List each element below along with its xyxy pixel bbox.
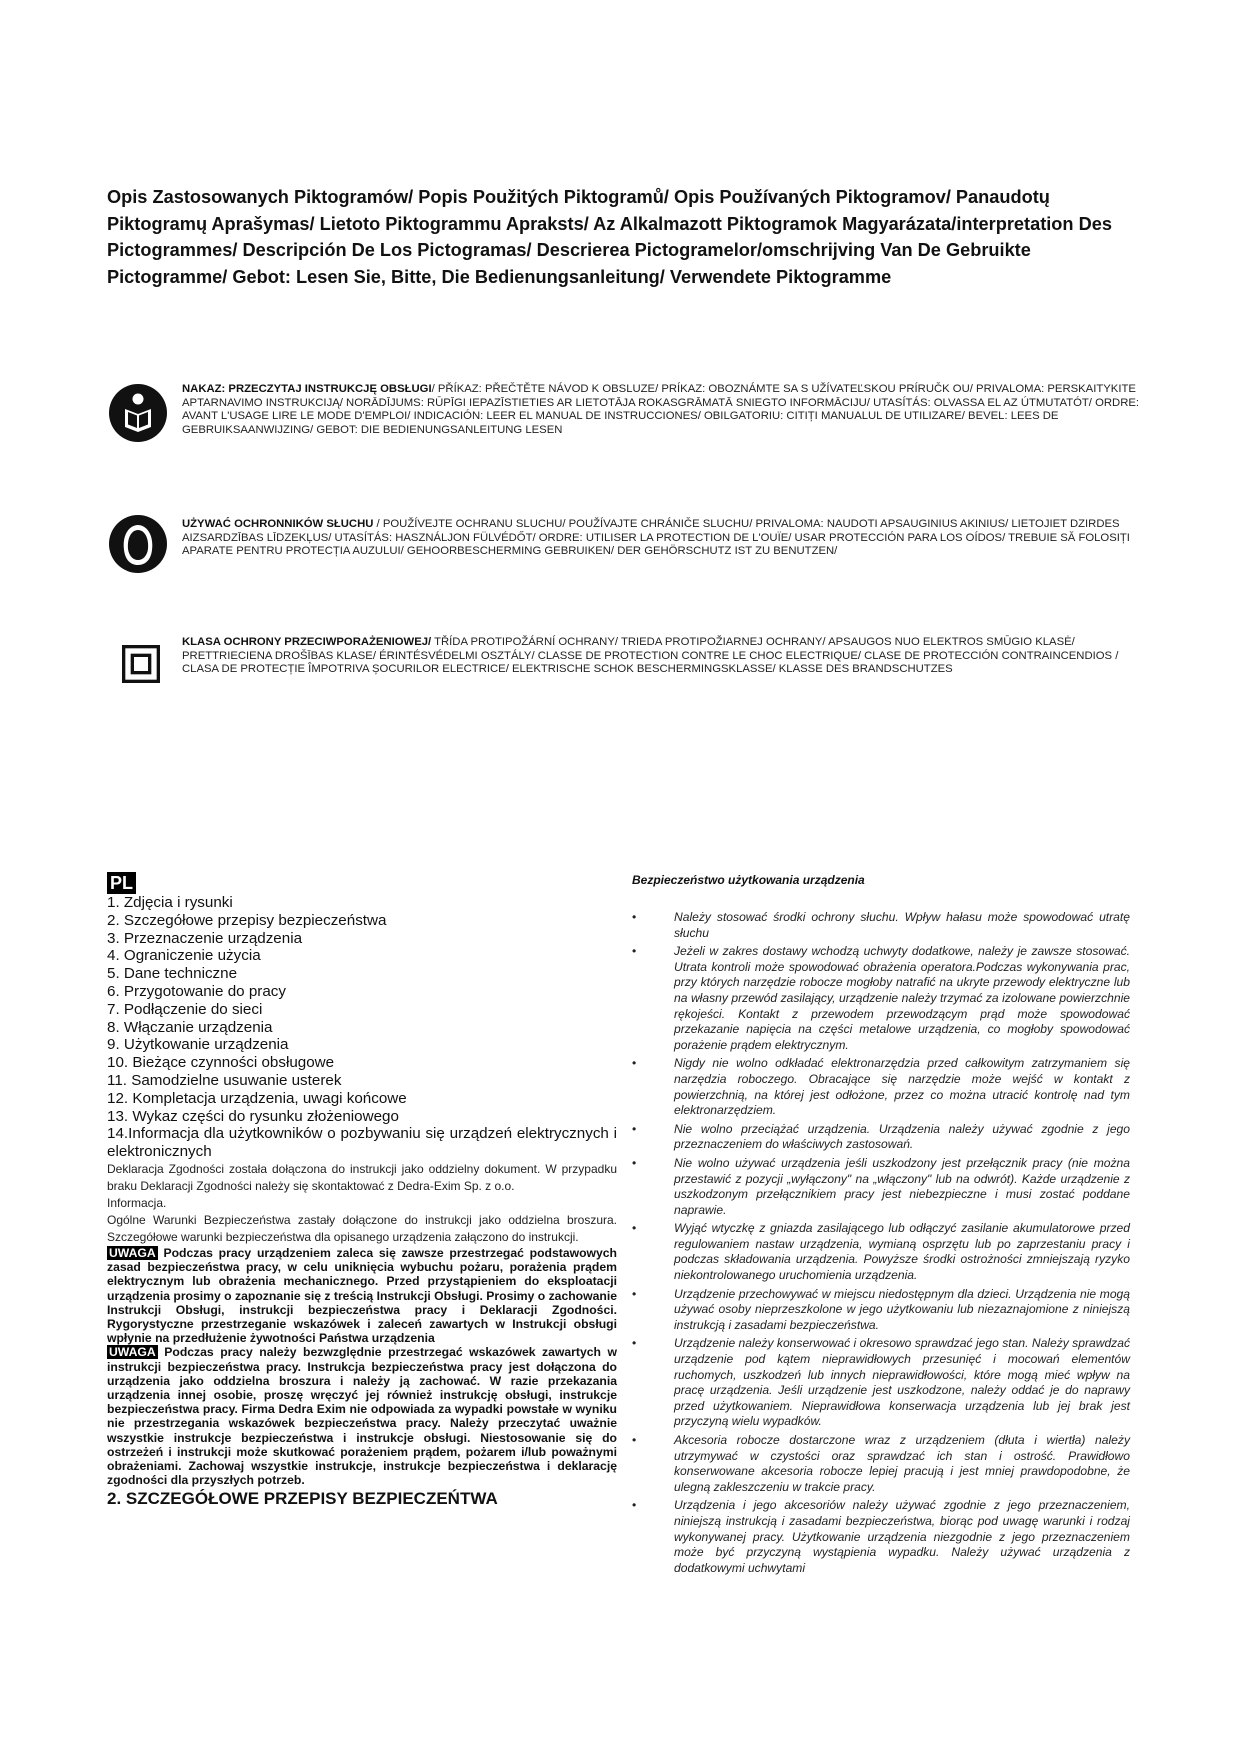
toc-item: 14.Informacja dla użytkowników o pozbywaniu się urządzeń elektrycznych i elektronicznych: [107, 1125, 617, 1161]
list-item: [632, 1336, 1130, 1430]
list-item-text: Urządzenie przechowywać w miejscu niedostępnym dla dzieci. Urządzenia nie mogą używać osoby nieprzeszkolone w jego użytkowaniu lub niezaznajomione z niniejszą instrukcją i zasadami bezpieczeństwa.: [674, 1286, 1130, 1332]
pictogram-row-hearing: [108, 514, 1148, 574]
table-of-contents: [107, 894, 617, 1161]
list-item: [632, 944, 1130, 1053]
list-item-text: Wyjąć wtyczkę z gniazda zasilającego lub odłączyć zasilanie akumulatorowe przed regulowaniem nastaw urządzenia, wymianą osprzętu lub po zaprzestaniu pracy i podczas składowania urządzenia. Powyższe środki ostrożności zmniejszają ryzyko niekontrolowanego uruchomienia urządzenia.: [674, 1221, 1130, 1283]
left-column: [107, 872, 617, 1509]
bullet-icon: •: [632, 1155, 637, 1170]
bullet-icon: •: [632, 1433, 637, 1447]
warning-text: Podczas pracy urządzeniem zaleca się zawsze przestrzegać podstawowych zasad bezpieczeństwa pracy, w celu uniknięcia wybuchu pożaru, porażenia prądem elektrycznym lub obrażenia mechanicznego. Przed przystąpieniem do eksploatacji urządzenia prosimy o zapoznanie się z treścią Instrukcji Obsługi. Prosimy o zachowanie Instrukcji Obsługi, instrukcji bezpieczeństwa pracy i Deklaracji Zgodności. Rygorystyczne przestrzeganie wskazówek i zaleceń zawartych w Instrukcji obsługi wpłynie na przedłużenie żywotności Państwa urządzenia: [107, 1245, 617, 1346]
bullet-icon: •: [632, 1056, 637, 1071]
list-item-text: Należy stosować środki ochrony słuchu. Wpływ hałasu może spowodować utratę słuchu: [674, 910, 1130, 940]
list-item: [632, 1433, 1130, 1495]
bullet-icon: •: [632, 1221, 637, 1236]
bullet-icon: •: [632, 1286, 637, 1301]
general-safety-note: Ogólne Warunki Bezpieczeństwa zastały dołączone do instrukcji jako oddzielna broszura. Szczegółowe warunki bezpieczeństwa dla opisanego urządzenia załączono do instrukcji.: [107, 1212, 617, 1244]
toc-item: 5. Dane techniczne: [107, 965, 238, 983]
list-item: [632, 1056, 1130, 1118]
list-item-text: Urządzenie należy konserwować i okresowo sprawdzać jego stan. Należy sprawdzać urządzenie pod kątem nieprawidłowych przesunięć i mocowań elementów ruchomych, uszkodzeń lub innych nieprawidłowości, które mogą mieć wpływ na pracę urządzenia. Jeśli urządzenie jest uszkodzone, należy oddać je do naprawy przed użytkowaniem. Nieprawidłowa konserwacja urządzenia lub jej brak jest przyczyną wielu wypadków.: [674, 1336, 1130, 1429]
list-item-text: Akcesoria robocze dostarczone wraz z urządzeniem (dłuta i wiertła) należy utrzymywać w czystości oraz sprawdzać ich stan i ostrość. Prawidłowo konserwowane akcesoria robocze lepiej pracują i jest mniej prawdopodobne, że ulegną zakleszczeniu w trakcie pracy.: [674, 1433, 1130, 1494]
pictogram-description: [182, 383, 1140, 437]
hearing-protection-icon: [108, 514, 168, 574]
bullet-icon: •: [632, 1498, 637, 1513]
pictogram-title: KLASA OCHRONY PRZECIWPORAŻENIOWEJ/: [182, 636, 432, 648]
toc-item: 9. Użytkowanie urządzenia: [107, 1036, 289, 1054]
toc-item: 2. Szczegółowe przepisy bezpieczeństwa: [107, 911, 387, 929]
toc-item: 3. Przeznaczenie urządzenia: [107, 929, 303, 947]
list-item-text: Jeżeli w zakres dostawy wchodzą uchwyty dodatkowe, należy je zawsze stosować. Utrata kontroli może spowodować obrażenia operatora.Podczas wykonywania prac, przy których narzędzie robocze mogłoby natrafić na ukryte przewody elektryczne lub na własny przewód zasilający, urządzenie należy trzymać za izolowane powierzchnie rękojeści. Kontakt z przewodem przewodzącym prąd może spowodować przekazanie napięcia na części metalowe urządzenia, co mogłoby spowodować porażenie prądem elektrycznym.: [674, 944, 1130, 1052]
pictogram-row-class-ii: [108, 633, 1148, 693]
info-label: Informacja.: [107, 1195, 167, 1210]
class-ii-insulation-icon: [121, 644, 161, 684]
toc-item: 10. Bieżące czynności obsługowe: [107, 1054, 335, 1072]
toc-item: 12. Kompletacja urządzenia, uwagi końcowe: [107, 1089, 407, 1107]
warning-paragraph-1: [107, 1246, 617, 1345]
bullet-icon: •: [632, 944, 637, 959]
toc-item: 4. Ograniczenie użycia: [107, 947, 261, 965]
pictogram-translations: / POUŽÍVEJTE OCHRANU SLUCHU/ POUŽÍVAJTE CHRÁNIČE SLUCHU/ PRIVALOMA: NAUDOTI APSAUGINIUS AKINIUS/ LIETOJIET DZIRDES AIZSARDZĪBAS LĪDZEKĻUS/ UTASÍTÁS: HASZNÁLJON FÜLVÉDŐT/ ORDRE: UTILISER LA PROTECTION DE L'OUÏE/ USAR PROTECCIÓN PARA LOS OÍDOS/ TREBUIE SĂ FOLOSIȚI APARATE PENTRU PROTECȚIA AUZULUI/ GEHOORBESCHERMING GEBRUIKEN/ DER GEHÖRSCHUTZ IST ZU BENUTZEN/: [182, 518, 1130, 557]
pictogram-description: [182, 518, 1140, 559]
uwaga-label: UWAGA: [109, 1245, 156, 1260]
bullet-icon: •: [632, 1121, 637, 1136]
pictogram-title: UŻYWAĆ OCHRONNIKÓW SŁUCHU: [182, 518, 374, 530]
toc-item: 8. Włączanie urządzenia: [107, 1018, 273, 1036]
toc-item: 11. Samodzielne usuwanie usterek: [107, 1071, 342, 1089]
list-item: [632, 1287, 1130, 1334]
toc-item: 1. Zdjęcia i rysunki: [107, 894, 233, 911]
list-item-text: Nie wolno przeciążać urządzenia. Urządzenia należy używać zgodnie z jego przeznaczeniem do właściwych zastosowań.: [674, 1121, 1130, 1152]
warning-paragraph-2: [107, 1345, 617, 1487]
bullet-icon: •: [632, 910, 637, 924]
list-item-text: Nie wolno używać urządzenia jeśli uszkodzony jest przełącznik pracy (nie można przestawić z pozycji „wyłączony" na „włączony" lub na odwrót). Każde urządzenie z uszkodzonym przełącznikiem pracy jest niebezpieczne i musi zostać poddane naprawie.: [674, 1155, 1130, 1217]
list-item: [632, 1156, 1130, 1218]
list-item: [632, 1498, 1130, 1576]
toc-item: 13. Wykaz części do rysunku złożeniowego: [107, 1107, 399, 1125]
pictogram-translations: / PŘÍKAZ: PŘEČTĚTE NÁVOD K OBSLUZE/ PRÍKAZ: OBOZNÁMTE SA S UŽÍVATEĽSKOU PRÍRUČK OU/ PRIVALOMA: PERSKAITYKITE APTARNAVIMO INSTRUKCIJĄ/ NORĀDĪJUMS: RŪPĪGI IEPAZĪSTIETIES AR LIETOTĀJA ROKASGRĀMATĀ SNIEGTO INFORMĀCIJU/ UTASÍTÁS: OLVASSA EL AZ ÚTMUTATÓT/ ORDRE: AVANT L'USAGE LIRE LE MODE D'EMPLOI/ INDICACIÓN: LEER EL MANUAL DE INSTRUCCIONES/ OBILGATORIU: CITIȚI MANUALUL DE UTILIZARE/ BEVEL: LEES DE GEBRUIKSAANWIJZING/ GEBOT: DIE BEDIENUNGSANLEITUNG LESEN: [182, 383, 1140, 436]
list-item-text: Nigdy nie wolno odkładać elektronarzędzia przed całkowitym zatrzymaniem się narzędzia roboczego. Obracające się narzędzie może wejść w kontakt z powierzchnią, na której jest odłożone, przez co można utracić kontrolę nad tym elektronarzędziem.: [674, 1056, 1130, 1118]
list-item: [632, 1221, 1130, 1283]
language-badge: PL: [107, 872, 136, 894]
read-manual-icon: [108, 383, 168, 443]
page-title: Opis Zastosowanych Piktogramów/ Popis Použitých Piktogramů/ Opis Používaných Piktogramov/ Panaudotų Piktogramų Aprašymas/ Lietoto Piktogrammu Apraksts/ Az Alkalmazott Piktogramok Magyarázata/interpretation Des Pictogrammes/ Descripción De Los Pictogramas/ Descrierea Pictogramelor/omschrijving Van De Gebruikte Pictogramme/ Gebot: Lesen Sie, Bitte, Die Bedienungsanleitung/ Verwendete Piktogramme: [107, 187, 1112, 287]
bullet-icon: •: [632, 1336, 637, 1351]
pictogram-row-manual: [108, 383, 1148, 453]
right-column: [632, 872, 1130, 1579]
pictogram-description: [182, 636, 1140, 677]
list-item: [632, 1122, 1130, 1153]
pictogram-title: NAKAZ: PRZECZYTAJ INSTRUKCJĘ OBSŁUGI: [182, 383, 432, 395]
toc-item: 6. Przygotowanie do pracy: [107, 982, 286, 1000]
warning-text: Podczas pracy należy bezwzględnie przestrzegać wskazówek zawartych w instrukcji bezpieczeństwa pracy. Instrukcja bezpieczeństwa pracy jest dołączona do urządzenia jako oddzielna broszura i należy ją zachować. W razie przekazania urządzenia innej osobie, proszę wręczyć jej również instrukcję obsługi, instrukcje bezpieczeństwa pracy. Firma Dedra Exim nie odpowiada za wypadki powstałe w wyniku nie przestrzegania wskazówek bezpieczeństwa pracy. Należy przeczytać uważnie wszystkie instrukcje bezpieczeństwa i instrukcje obsługi. Niestosowanie się do ostrzeżeń i instrukcji może skutkować porażeniem prądem, pożarem i/lub poważnymi obrażeniami. Zachowaj wszystkie instrukcje, instrukcje bezpieczeństwa i deklarację zgodności dla przyszłych potrzeb.: [107, 1345, 617, 1488]
toc-item: 7. Podłączenie do sieci: [107, 1000, 263, 1018]
uwaga-label: UWAGA: [109, 1345, 156, 1360]
list-item: [632, 910, 1130, 941]
list-item-text: Urządzenia i jego akcesoriów należy używać zgodnie z jego przeznaczeniem, niniejszą instrukcją i zasadami bezpieczeństwa, biorąc pod uwagę warunki i rodzaj wykonywanej pracy. Użytkowanie urządzenia niezgodnie z jego przeznaczeniem może być przyczyną wystąpienia wypadku. Należy używać urządzenia z dodatkowymi uchwytami: [674, 1498, 1130, 1575]
pictogram-translations: TŘÍDA PROTIPOŽÁRNÍ OCHRANY/ TRIEDA PROTIPOŽIARNEJ OCHRANY/ APSAUGOS NUO ELEKTROS SMŪGIO KLASĖ/ PRETTRIECIENA DROŠĪBAS KLASE/ ÉRINTÉSVÉDELMI OSZTÁLY/ CLASSE DE PROTECTION CONTRE LE CHOC ELECTRIQUE/ CLASE DE PROTECCIÓN CONTRAINCENDIOS / CLASA DE PROTECȚIE ÎMPOTRIVA ȘOCURILOR ELECTRICE/ ELEKTRISCHE SCHOK BESCHERMINGSKLASSE/ KLASSE DES BRANDSCHUTZES: [182, 636, 1119, 675]
section-heading: 2. SZCZEGÓŁOWE PRZEPISY BEZPIECZEŃTWA: [107, 1489, 498, 1509]
declaration-note: Deklaracja Zgodności została dołączona do instrukcji jako oddzielny dokument. W przypadku braku Deklaracji Zgodności należy się skontaktować z Dedra-Exim Sp. z o.o.: [107, 1161, 617, 1193]
section-title: Bezpieczeństwo użytkowania urządzenia: [632, 873, 865, 887]
